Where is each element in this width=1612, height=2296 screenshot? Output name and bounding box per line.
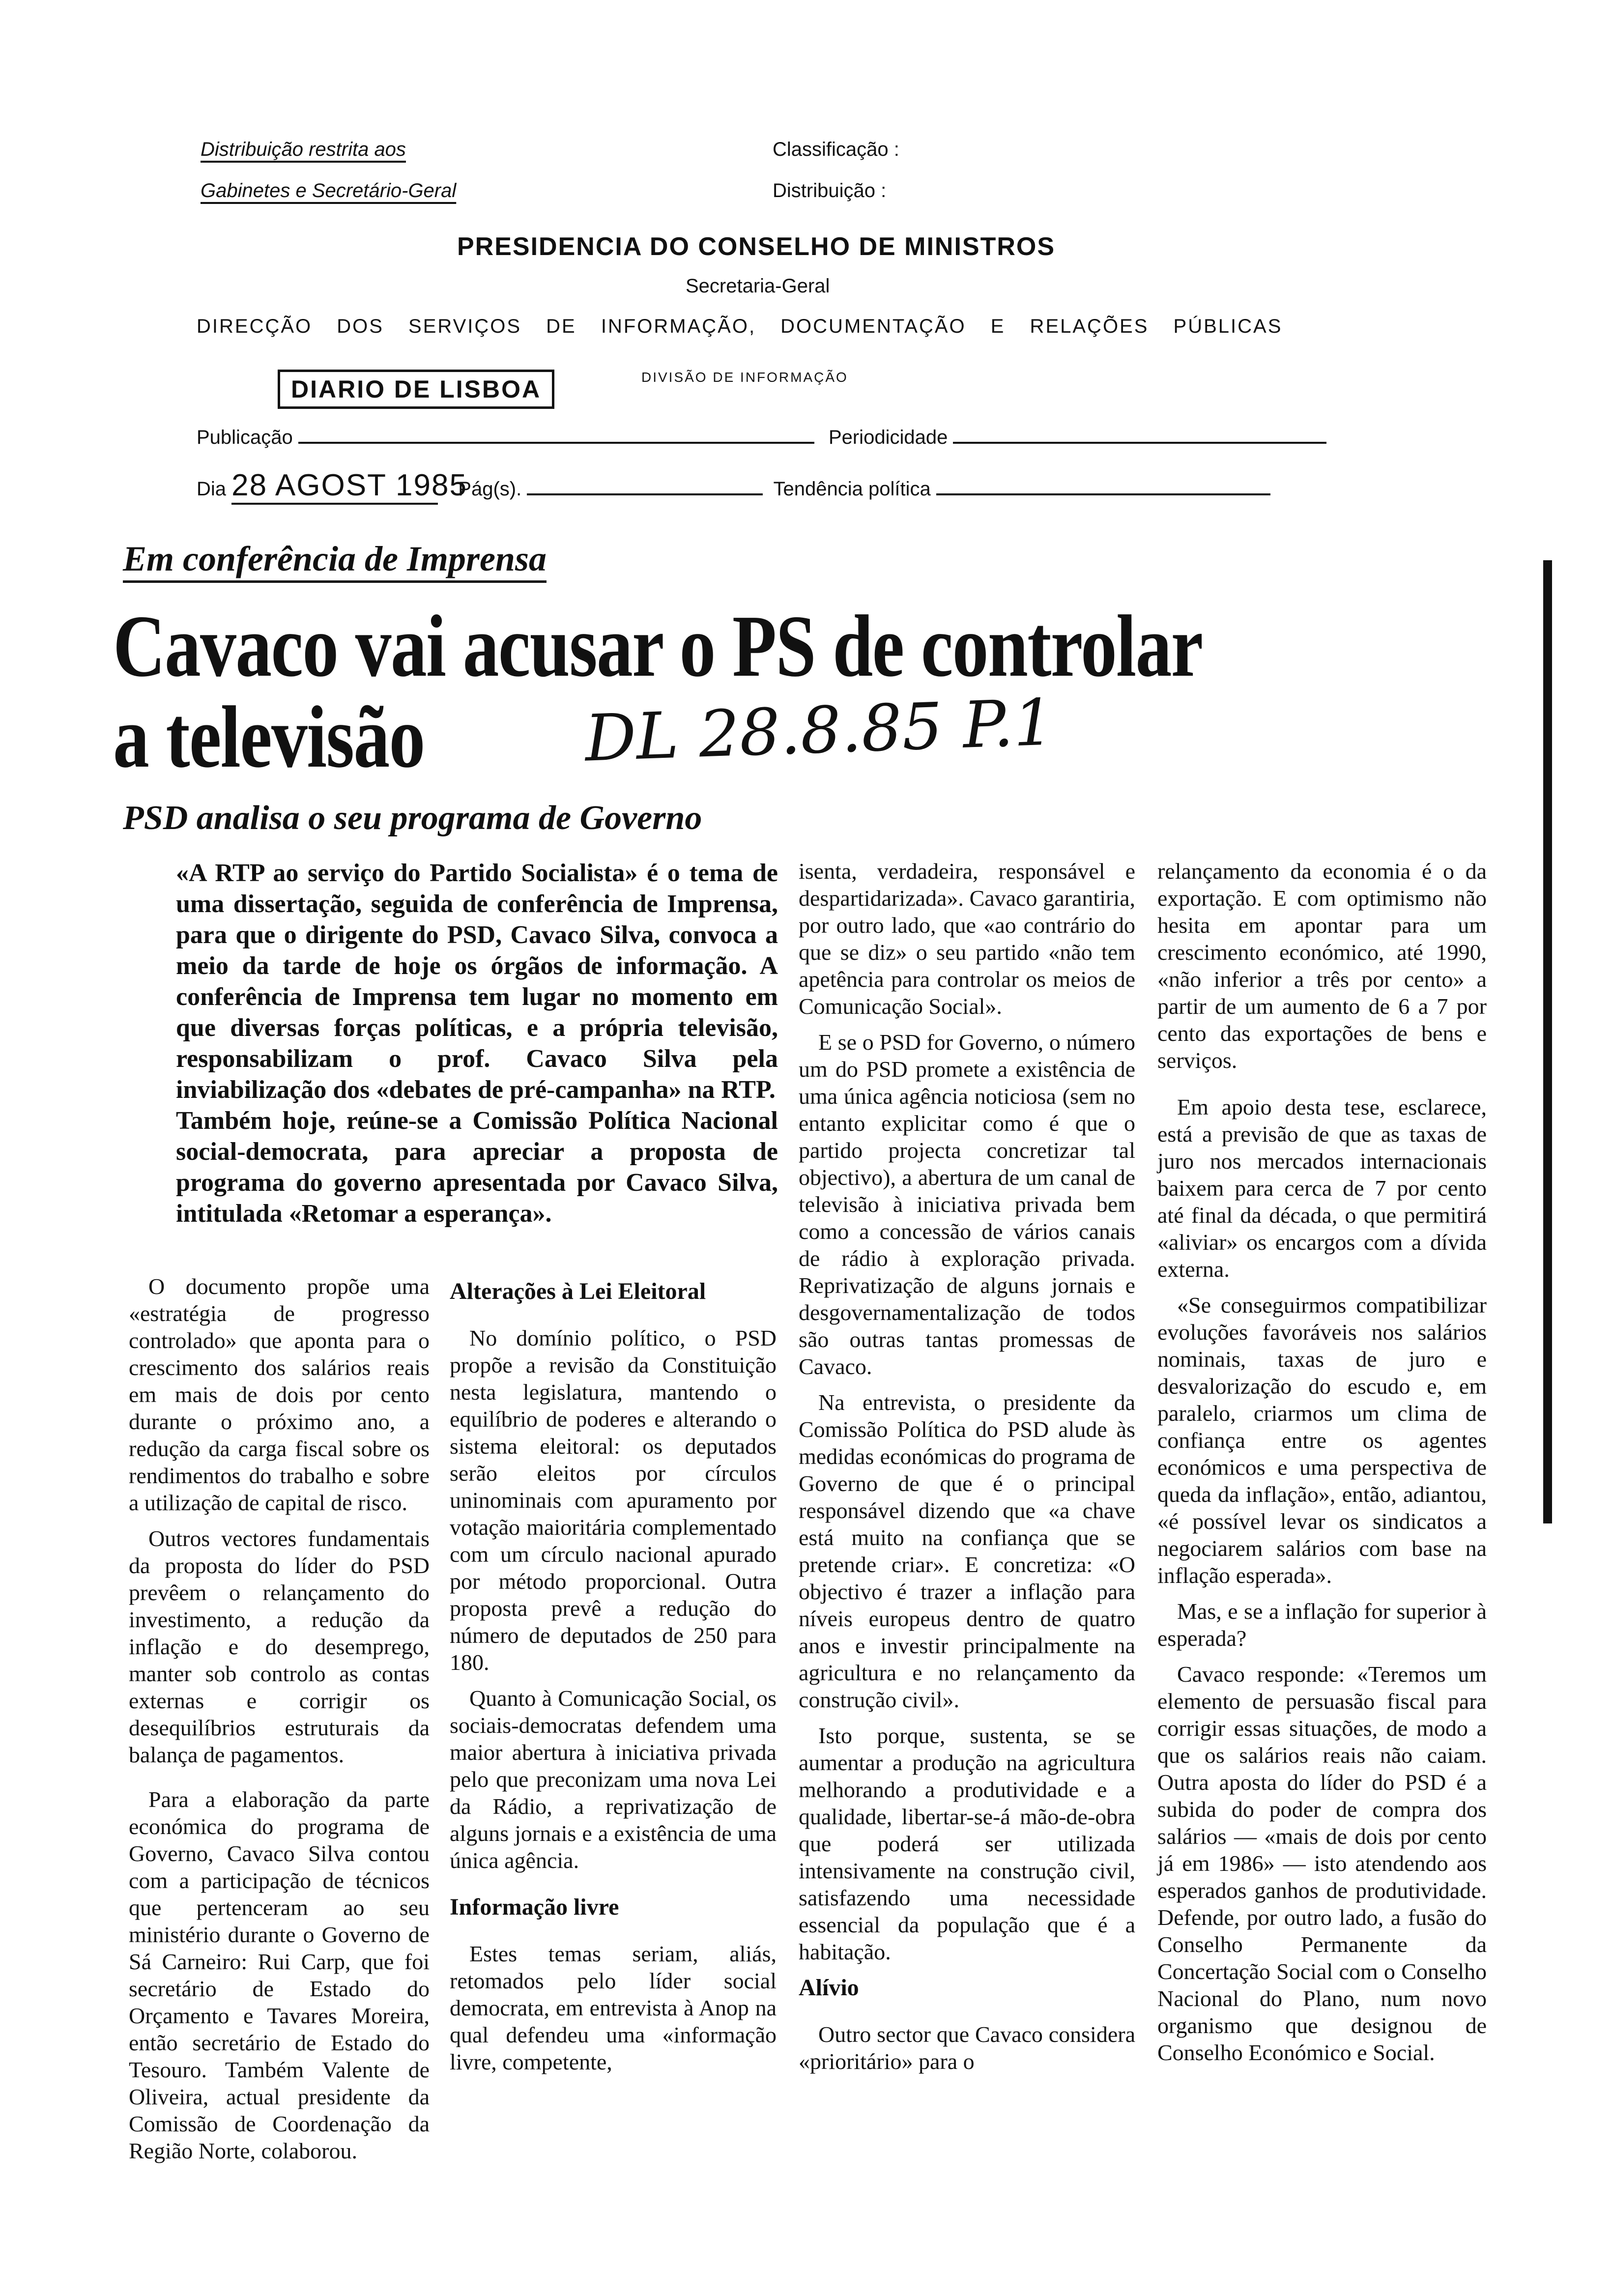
body-paragraph: Na entrevista, o presidente da Comissão Política do PSD alude às medidas económicas do programa de Governo de que é o principal responsável dizendo que «a chave está muito na confiança que se pretende criar». E concretiza: «O objectivo é trazer a inflação para níveis europeus dentro de quatro anos e investir principalmente na agricultura e no relançamento da construção civil». — [799, 1390, 1135, 1712]
pages-label: Pág(s). — [458, 478, 522, 500]
body-paragraph: Para a elaboração da parte económica do programa de Governo, Cavaco Silva contou com a participação de técnicos que pertenceram ao seu ministério durante o Governo de Sá Carneiro: Rui Carp, que foi secretário de Estado do Orçamento e Tavares Moreira, então secretário de Estado do Tesouro. Também Valente de Oliveira, actual presidente da Comissão de Coordenação da Região Norte, colaborou. — [129, 1787, 430, 2163]
section-heading: Informação livre — [450, 1894, 619, 1920]
body-paragraph: No domínio político, o PSD propõe a revisão da Constituição nesta legislatura, mantendo o equilíbrio de poderes e alterando o sistema eleitoral: os deputados serão eleitos por círculos uninominais com apuramento por votação maioritária complementado com um círculo nacional apurado por método proporcional. Outra proposta prevê a redução do número de deputados de 250 para 180. — [450, 1325, 777, 1675]
political-tendency-label: Tendência política — [773, 478, 931, 500]
pages-field — [527, 493, 763, 495]
body-paragraph: E se o PSD for Governo, o número um do PSD promete a existência de uma única agência noticiosa (sem no entanto explicitar como é que o partido projecta concretizar tal objectivo), a abertura de um canal de televisão à iniciativa privada bem como a concessão de vários canais de rádio à exploração privada. Reprivatização de alguns jornais e desgovernamentalização de todos são outras tantas promessas de Cavaco. — [799, 1030, 1135, 1379]
body-paragraph: Isto porque, sustenta, se se aumentar a produção na agricultura melhorando a produtividade e a qualidade, libertar-se-á mão-de-obra que poderá ser utilizada intensivamente na construção civil, satisfazendo uma necessidade essencial da população que é a habitação. — [799, 1723, 1135, 1964]
body-paragraph: isenta, verdadeira, responsável e despartidarizada». Cavaco garantiria, por outro lado, que «ao contrário do que se diz» o seu partido «não tem apetência para controlar os meios de Comunicação Social». — [799, 859, 1135, 1019]
body-paragraph: Mas, e se a inflação for superior à esperada? — [1157, 1599, 1487, 1651]
body-paragraph: Em apoio desta tese, esclarece, está a previsão de que as taxas de juro nos mercados internacionais baixem para cerca de 7 por cento até final da década, o que permitirá «aliviar» os encargos com a dívida externa. — [1157, 1094, 1487, 1282]
publication-row — [197, 427, 1326, 449]
body-paragraph: Outros vectores fundamentais da proposta do líder do PSD prevêem o relançamento do investimento, a redução da inflação e do desemprego, manter sob controlo as contas externas e corrigir os desequilíbrios estruturais da balança de pagamentos. — [129, 1526, 430, 1767]
section-heading: Alterações à Lei Eleitoral — [450, 1278, 706, 1304]
periodicity-field — [953, 442, 1326, 444]
publication-field — [298, 442, 814, 444]
lede-paragraph: Também hoje, reúne-se a Comissão Política Nacional social-democrata, para apreciar a proposta de programa do governo apresentada por Cavaco Silva, intitulada «Retomar a esperança». — [176, 1107, 778, 1228]
article-column-1 — [129, 1273, 430, 2173]
body-paragraph: Quanto à Comunicação Social, os sociais-democratas defendem uma maior abertura à iniciativa privada pelo que preconizam uma nova Lei da Rádio, a reprivatização de alguns jornais e a existência de uma única agência. — [450, 1686, 777, 1873]
distribution-restriction-line2: Gabinetes e Secretário-Geral — [201, 180, 457, 201]
body-paragraph: relançamento da economia é o da exportação. E com optimismo não hesita em apontar para um crescimento económico, até 1990, «não inferior a três por cento» a partir de um aumento de 6 a 7 por cento das exportações de bens e serviços. — [1157, 859, 1487, 1073]
date-row — [197, 468, 1270, 505]
body-paragraph: Estes temas seriam, aliás, retomados pelo líder social democrata, em entrevista à Anop na qual defendeu uma «informação livre, competente, — [450, 1941, 777, 2074]
org-subtitle: Secretaria-Geral — [686, 275, 830, 297]
body-paragraph: Outro sector que Cavaco considera «prioritário» para o — [799, 2022, 1135, 2074]
distribution-label: Distribuição : — [773, 180, 887, 201]
headline-line2: a televisão — [113, 688, 425, 786]
scan-edge-bar — [1543, 560, 1552, 1523]
headline-line1: Cavaco vai acusar o PS de controlar — [113, 597, 1203, 695]
article-column-3 — [799, 858, 1135, 2084]
subheadline: PSD analisa o seu programa de Governo — [123, 799, 702, 837]
body-paragraph: Cavaco responde: «Teremos um elemento de persuasão fiscal para corrigir essas situações, de modo a que os salários reais não caiam. Outra aposta do líder do PSD é a subida do poder de compra dos salários — «mais de dois por cento já em 1986» — isto atendendo aos esperados ganhos de produtividade. Defende, por outro lado, a fusão do Conselho Permanente da Concertação Social com o Conselho Nacional do Plano, num novo organismo que designou de Conselho Económico e Social. — [1157, 1662, 1487, 2065]
org-title: PRESIDENCIA DO CONSELHO DE MINISTROS — [457, 232, 1056, 261]
section-heading: Alívio — [799, 1975, 859, 2001]
date-stamp: 28 AGOST 1985 — [231, 468, 438, 505]
handwritten-note: DL 28.8.85 P.1 — [583, 685, 1055, 776]
lede-paragraph: «A RTP ao serviço do Partido Socialista» é o tema de uma dissertação, seguida de conferência de Imprensa, para que o dirigente do PSD, Cavaco Silva, convoca a meio da tarde de hoje os órgãos de informação. A conferência de Imprensa tem lugar no momento em que diversas forças políticas, e a própria televisão, responsabilizam o prof. Cavaco Silva pela inviabilização dos «debates de pré-campanha» na RTP. — [176, 859, 778, 1104]
body-paragraph: O documento propõe uma «estratégia de progresso controlado» que aponta para o crescimento dos salários reais em mais de dois por cento durante o próximo ano, a redução da carga fiscal sobre os rendimentos do trabalho e sobre a utilização de capital de risco. — [129, 1274, 430, 1515]
political-tendency-field — [936, 493, 1270, 495]
periodicity-label: Periodicidade — [828, 427, 948, 448]
body-paragraph: «Se conseguirmos compatibilizar evoluções favoráveis nos salários nominais, taxas de juro e desvalorização do escudo e, em paralelo, criarmos um clima de confiança entre os agentes económicos e uma perspectiva de queda da inflação», então, adiantou, «é possível levar os sindicatos a negociarem salários com base na inflação esperada». — [1157, 1292, 1487, 1588]
newspaper-stamp: DIARIO DE LISBOA — [278, 370, 554, 409]
article-kicker: Em conferência de Imprensa — [123, 539, 547, 583]
day-label: Dia — [197, 478, 227, 500]
article-lede — [176, 858, 778, 1229]
classification-label: Classificação : — [773, 139, 899, 160]
division-label: DIVISÃO DE INFORMAÇÃO — [641, 370, 848, 385]
article-column-4 — [1157, 858, 1487, 2075]
directorate-line: DIRECÇÃO DOS SERVIÇOS DE INFORMAÇÃO, DOCUMENTAÇÃO E RELAÇÕES PÚBLICAS — [197, 316, 1283, 337]
distribution-restriction-line1: Distribuição restrita aos — [201, 139, 406, 160]
article-column-2 — [450, 1273, 777, 2084]
publication-label: Publicação — [197, 427, 293, 448]
